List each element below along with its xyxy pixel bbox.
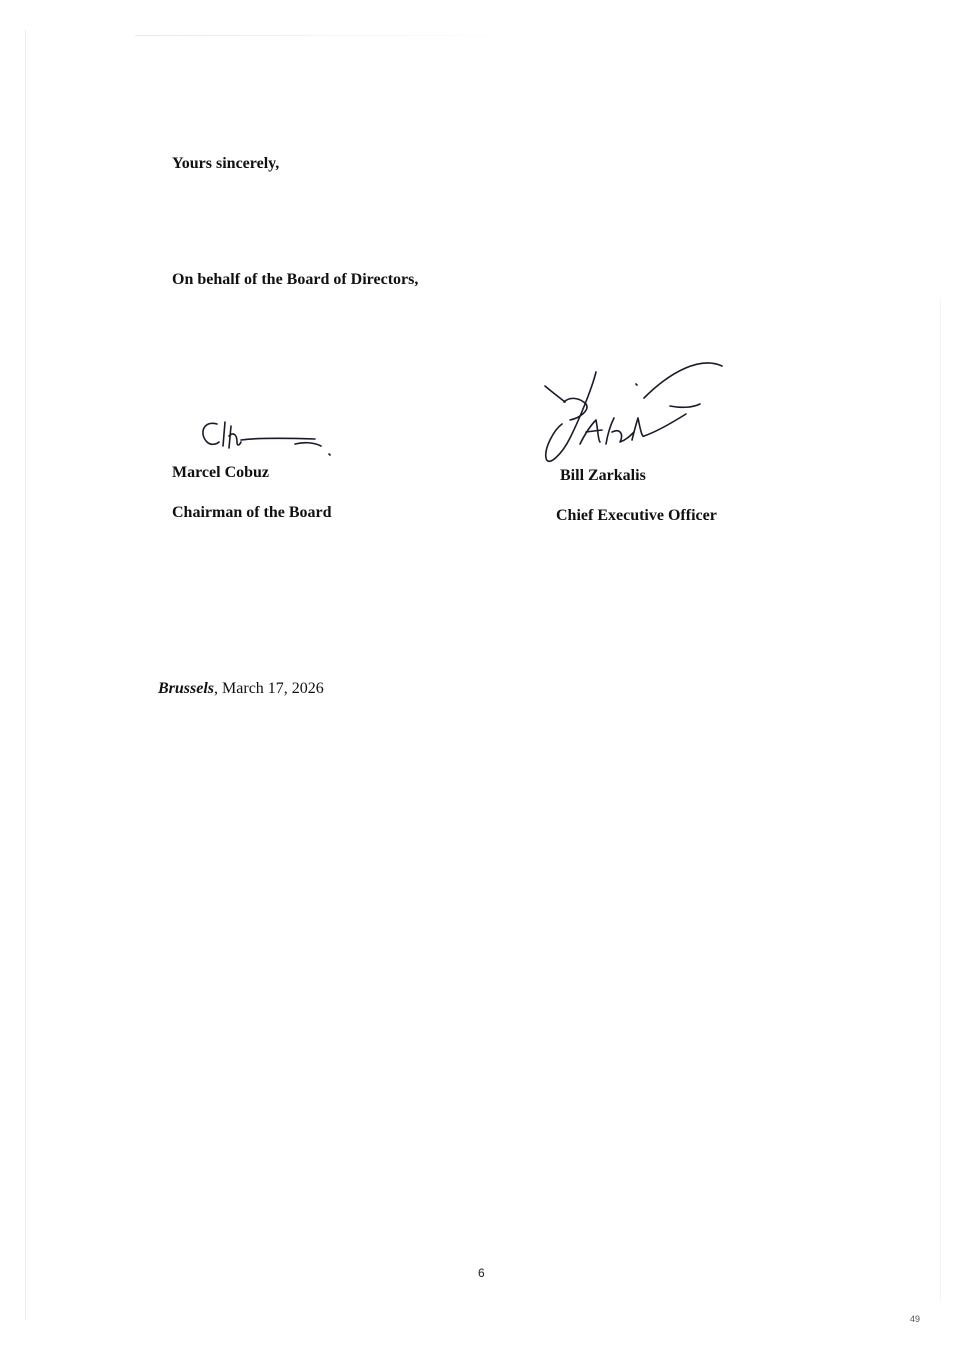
page-number: 6 — [478, 1266, 485, 1280]
document-page-number: 49 — [910, 1314, 921, 1324]
on-behalf-line: On behalf of the Board of Directors, — [172, 271, 419, 288]
signatory-title-chairman: Chairman of the Board — [172, 504, 332, 521]
signatory-name-ceo: Bill Zarkalis — [560, 467, 646, 484]
signatory-title-ceo: Chief Executive Officer — [556, 507, 717, 524]
chairman-signature — [195, 412, 340, 462]
place-date-line — [158, 679, 324, 699]
letter-date: , March 17, 2026 — [214, 680, 324, 697]
letter-closing: Yours sincerely, — [172, 155, 280, 172]
signatory-name-chairman: Marcel Cobuz — [172, 464, 270, 481]
place-name: Brussels — [158, 680, 215, 697]
scan-line-top — [135, 35, 535, 36]
ceo-signature — [540, 358, 725, 473]
scan-edge-right — [940, 300, 941, 1300]
scan-edge-left — [25, 30, 26, 1320]
